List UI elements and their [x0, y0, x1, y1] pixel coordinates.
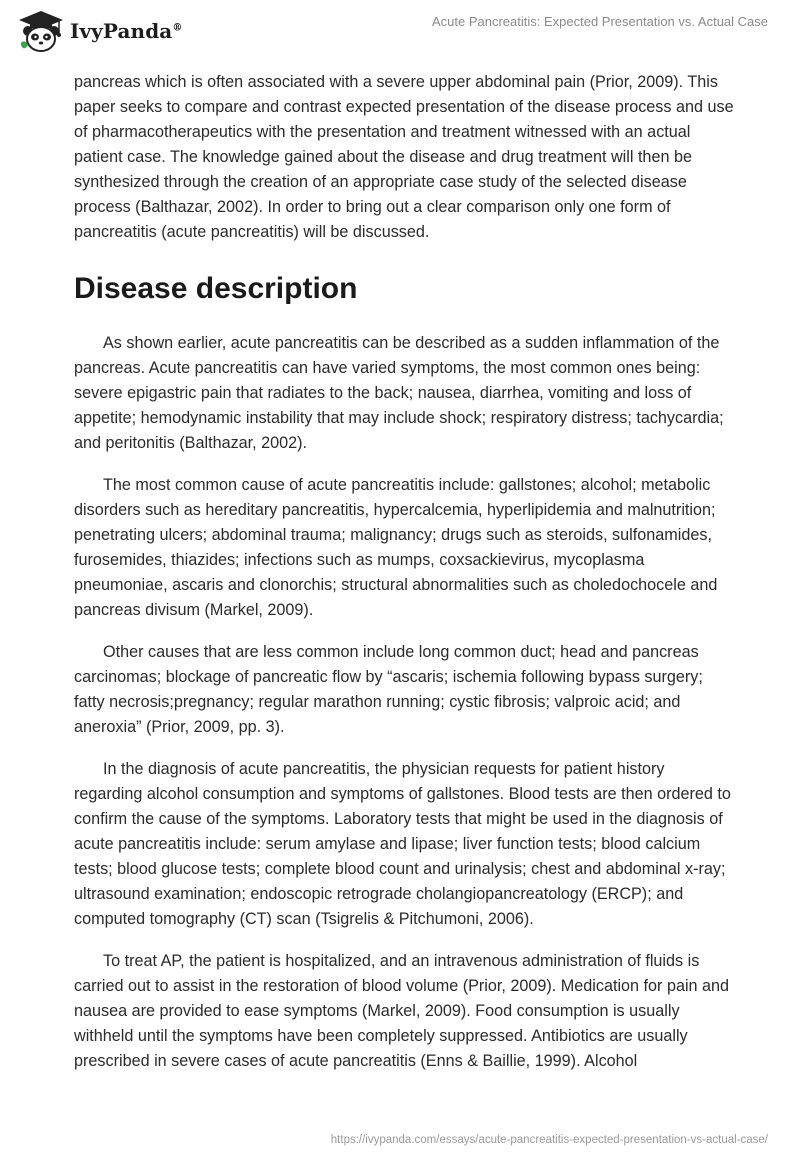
- body-paragraph: To treat AP, the patient is hospitalized, and an intravenous administration of fluids is carried out to assist in the restoration of blood volume (Prior, 2009). Medication for pain and nausea are provided to ease symptoms (Markel, 2009). Food consumption is usually withheld until the symptoms have been completely suppressed. Antibiotics are usually prescribed in severe cases of acute pancreatitis (Enns & Baillie, 1999). Alcohol: [74, 952, 730, 1070]
- source-url[interactable]: https://ivypanda.com/essays/acute-pancreatitis-expected-presentation-vs-actual-case/: [330, 1134, 768, 1146]
- document-title: Acute Pancreatitis: Expected Presentation vs. Actual Case: [431, 14, 768, 29]
- intro-paragraph: pancreas which is often associated with a severe upper abdominal pain (Prior, 2009). This paper seeks to compare and contrast expected presentation of the disease process and use of pharmacotherapeutics with the presentation and treatment witnessed with an actual patient case. The knowledge gained about the disease and drug treatment will then be synthesized through the creation of an appropriate case study of the selected disease process (Balthazar, 2002). In order to bring out a clear comparison only one form of pancreatitis (acute pancreatitis) will be discussed.: [74, 73, 734, 241]
- essay-body: [74, 70, 734, 1074]
- body-paragraph: Other causes that are less common include long common duct; head and pancreas carcinomas; blockage of pancreatic flow by “ascaris; ischemia following bypass surgery; fatty necrosis;pregnancy; regular marathon running; cystic fibrosis; valproic acid; and aneroxia” (Prior, 2009, pp. 3).: [74, 643, 703, 736]
- panda-graduation-cap-icon: [16, 9, 66, 53]
- logo-text: IvyPanda®: [70, 19, 183, 43]
- ivypanda-logo[interactable]: [16, 9, 182, 53]
- body-paragraph: As shown earlier, acute pancreatitis can be described as a sudden inflammation of the pancreas. Acute pancreatitis can have varied symptoms, the most common ones being: severe epigastric pain that radiates to the back; nausea, diarrhea, vomiting and loss of appetite; hemodynamic instability that may include shock; respiratory distress; tachycardia; and peritonitis (Balthazar, 2002).: [74, 334, 724, 452]
- section-heading: Disease description: [74, 272, 358, 305]
- body-paragraph: In the diagnosis of acute pancreatitis, the physician requests for patient history regarding alcohol consumption and symptoms of gallstones. Blood tests are then ordered to confirm the cause of the symptoms. Laboratory tests that might be used in the diagnosis of acute pancreatitis include: serum amylase and lipase; liver function tests; blood calcium tests; blood glucose tests; complete blood count and urinalysis; chest and abdominal x-ray; ultrasound examination; endoscopic retrograde cholangiopancreatology (ERCP); and computed tomography (CT) scan (Tsigrelis & Pitchumoni, 2006).: [74, 760, 731, 928]
- body-paragraph: The most common cause of acute pancreatitis include: gallstones; alcohol; metabolic disorders such as hereditary pancreatitis, hypercalcemia, hyperlipidemia and malnutrition; penetrating ulcers; abdominal trauma; malignancy; drugs such as steroids, sulfonamides, furosemides, thiazides; infections such as mumps, coxsackievirus, mycoplasma pneumoniae, ascaris and clonorchis; structural abnormalities such as choledochocele and pancreas divisum (Markel, 2009).: [74, 476, 718, 619]
- page-header: [0, 0, 800, 70]
